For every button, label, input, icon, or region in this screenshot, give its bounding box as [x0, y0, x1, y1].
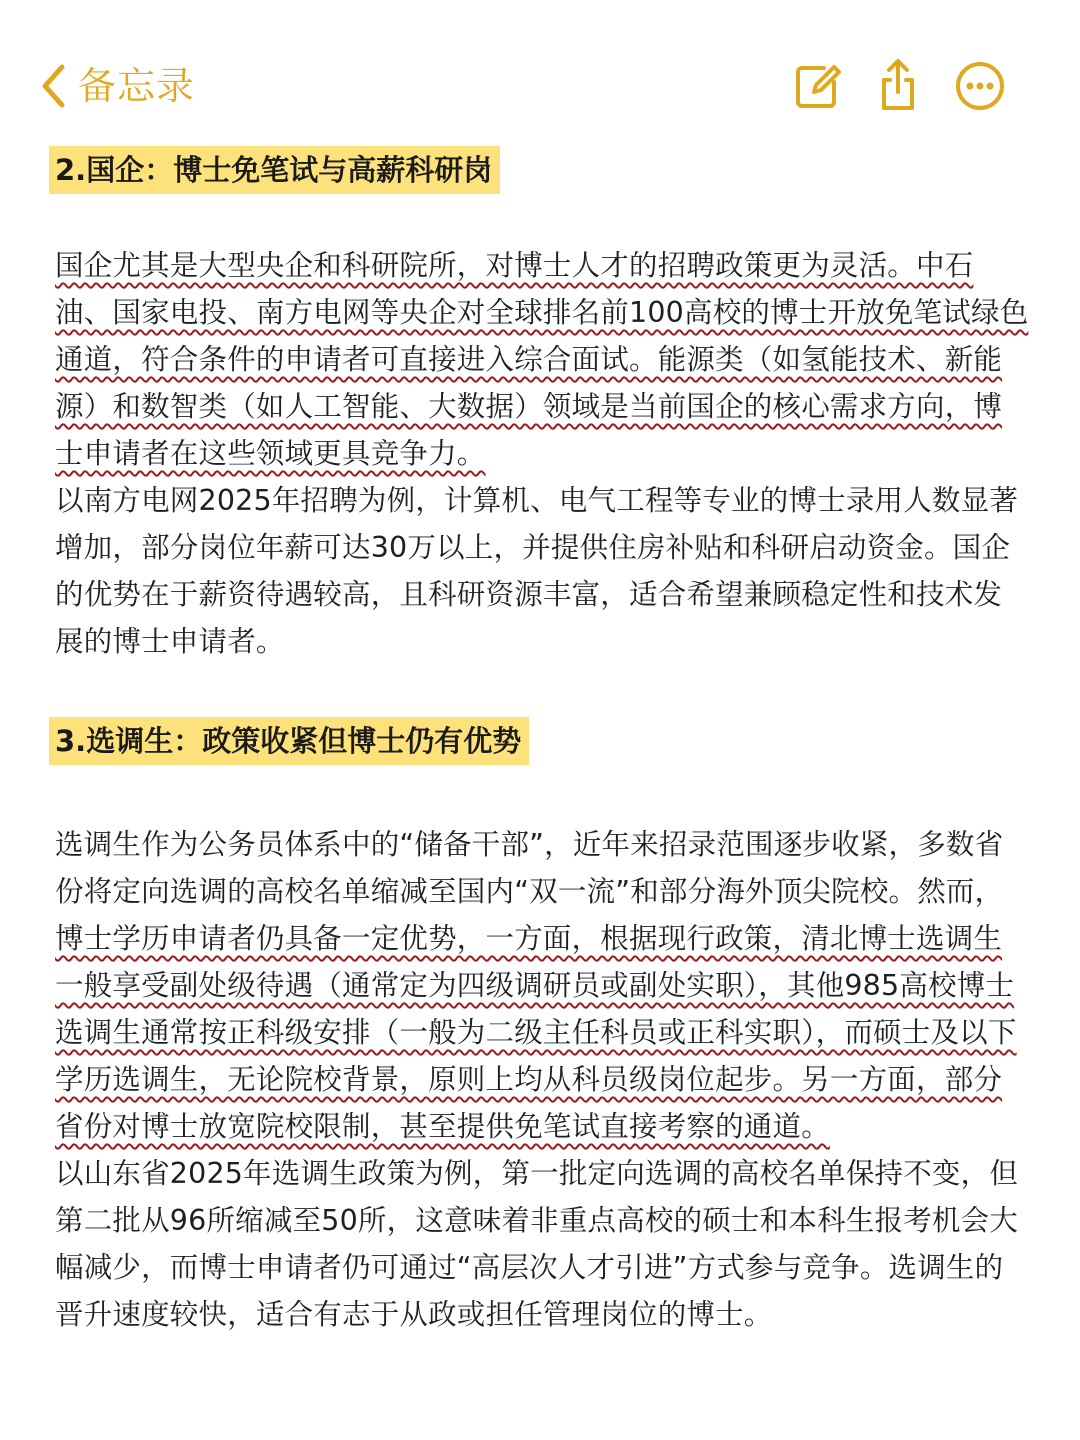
note-body[interactable] — [55, 140, 1030, 1338]
back-label: 备忘录 — [78, 64, 196, 108]
section-heading: 3.选调生：政策收紧但博士仍有优势 — [55, 724, 522, 758]
paragraph — [55, 242, 1030, 477]
more-button[interactable] — [952, 58, 1008, 114]
share-button[interactable] — [870, 58, 926, 114]
compose-icon — [790, 58, 846, 114]
section-heading: 2.国企：博士免笔试与高薪科研岗 — [55, 153, 493, 187]
underlined-text: 国企尤其是大型央企和科研院所，对博士人才的招聘政策更为灵活。中石油、国家电投、南方电网等央企对全球排名前100高校的博士开放免笔试绿色通道，符合条件的申请者可直接进入综合面试。能源类（如氢能技术、新能源）和数智类（如人工智能、大数据）领域是当前国企的核心需求方向，博士申请者在这些领域更具竞争力。 — [55, 249, 1029, 470]
paragraph — [55, 1150, 1030, 1338]
paragraph-text: 以山东省2025年选调生政策为例，第一批定向选调的高校名单保持不变，但第二批从96所缩减至50所，这意味着非重点高校的硕士和本科生报考机会大幅减少，而博士申请者仍可通过“高层次人才引进”方式参与竞争。选调生的晋升速度较快，适合有志于从政或担任管理岗位的博士。 — [55, 1157, 1019, 1331]
paragraph — [55, 477, 1030, 665]
section-heading-highlight — [49, 146, 500, 194]
back-button[interactable] — [40, 58, 195, 114]
more-icon — [952, 58, 1008, 114]
underlined-text: 博士学历申请者仍具备一定优势，一方面，根据现行政策，清北博士选调生一般享受副处级待遇（通常定为四级调研员或副处实职），其他985高校博士选调生通常按正科级安排（一般为二级主任科员或正科实职），而硕士及以下学历选调生，无论院校背景，原则上均从科员级岗位起步。另一方面，部分省份对博士放宽院校限制，甚至提供免笔试直接考察的通道。 — [55, 922, 1017, 1143]
paragraph-text: 选调生作为公务员体系中的“储备干部”，近年来招录范围逐步收紧，多数省份将定向选调的高校名单缩减至国内“双一流”和部分海外顶尖院校。然而， — [55, 828, 1004, 908]
compose-button[interactable] — [790, 58, 846, 114]
paragraph — [55, 821, 1030, 1150]
paragraph-text: 以南方电网2025年招聘为例，计算机、电气工程等专业的博士录用人数显著增加，部分岗位年薪可达30万以上，并提供住房补贴和科研启动资金。国企的优势在于薪资待遇较高，且科研资源丰富，适合希望兼顾稳定性和技术发展的博士申请者。 — [55, 484, 1019, 658]
section-heading-highlight — [49, 717, 529, 765]
navigation-bar — [0, 0, 1080, 130]
chevron-left-icon — [40, 63, 68, 109]
share-icon — [870, 58, 926, 114]
